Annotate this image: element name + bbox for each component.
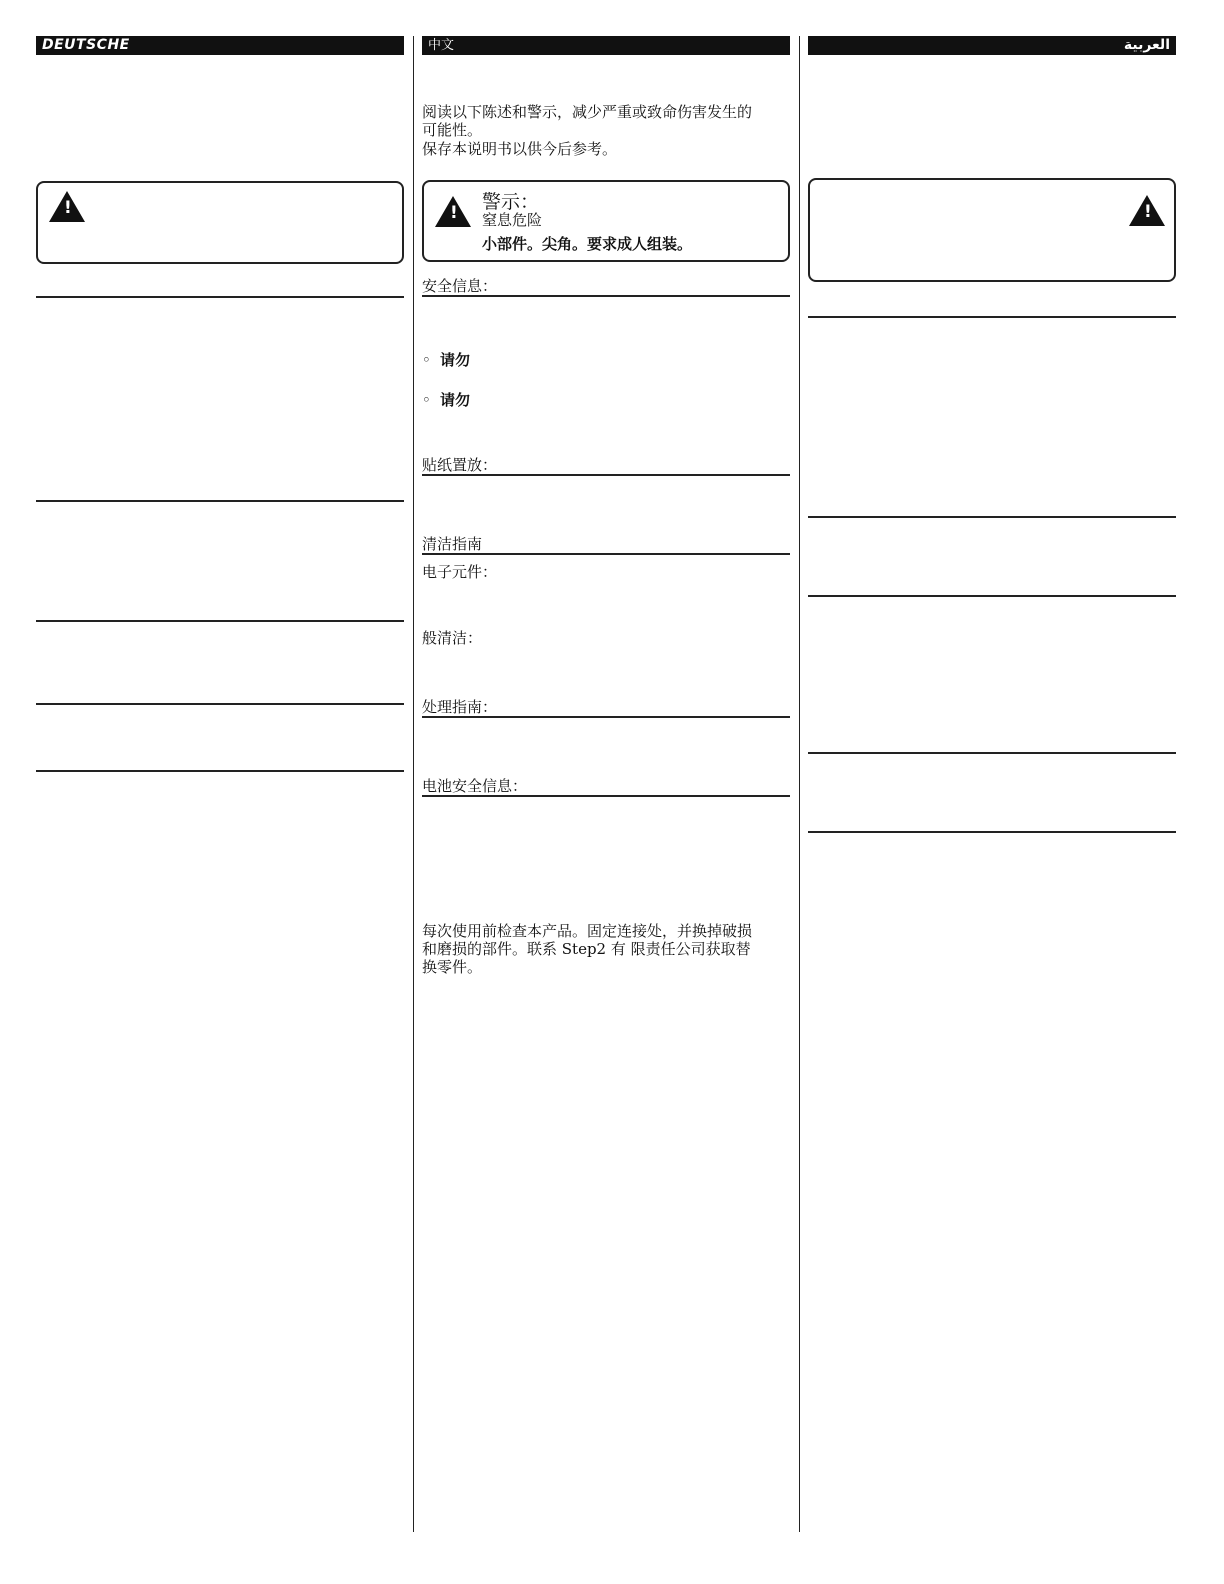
bullet-circle-icon: ◦ <box>422 351 431 369</box>
warning-detail: 小部件。尖角。要求成人组装。 <box>482 235 693 253</box>
section-rule <box>36 703 404 705</box>
section-rule <box>422 295 790 297</box>
chinese-column <box>422 0 790 1584</box>
disposal-heading: 处理指南： <box>422 698 498 716</box>
inspection-text: 和磨损的部件。联系 Step2 有 限责任公司获取替 <box>422 940 751 958</box>
section-rule <box>808 516 1176 518</box>
warning-triangle-icon: ! <box>49 191 85 222</box>
warning-triangle-icon: ! <box>435 196 471 227</box>
battery-heading: 电池安全信息： <box>422 777 528 795</box>
list-item: ◦ 请勿 <box>422 391 471 409</box>
german-header: DEUTSCHE <box>36 36 404 55</box>
german-warning-box <box>36 181 404 264</box>
section-rule <box>422 474 790 476</box>
cleaning-heading: 清洁指南 <box>422 535 483 553</box>
section-rule <box>36 500 404 502</box>
column-divider-2 <box>799 36 800 1532</box>
arabic-warning-box <box>808 178 1176 282</box>
sticker-heading: 贴纸置放： <box>422 456 498 474</box>
list-item: ◦ 请勿 <box>422 351 471 369</box>
chinese-header: 中文 <box>422 36 790 55</box>
intro-text: 可能性。 <box>422 121 483 139</box>
german-column <box>36 0 404 1584</box>
section-rule <box>808 752 1176 754</box>
warning-hazard: 窒息危险 <box>482 211 543 229</box>
warning-triangle-icon: ! <box>1129 195 1165 226</box>
column-divider-1 <box>413 36 414 1532</box>
section-rule <box>808 595 1176 597</box>
section-rule <box>36 296 404 298</box>
section-rule <box>36 620 404 622</box>
safety-heading: 安全信息： <box>422 277 498 295</box>
section-rule <box>808 831 1176 833</box>
bullet-circle-icon: ◦ <box>422 391 431 409</box>
inspection-text: 换零件。 <box>422 958 483 976</box>
arabic-column <box>808 0 1176 1584</box>
intro-text: 保存本说明书以供今后参考。 <box>422 140 618 158</box>
section-rule <box>808 316 1176 318</box>
electronics-label: 电子元件： <box>422 563 498 581</box>
section-rule <box>422 795 790 797</box>
section-rule <box>422 553 790 555</box>
general-cleaning-label: 般清洁： <box>422 629 483 647</box>
chinese-warning-box <box>422 180 790 262</box>
intro-text: 阅读以下陈述和警示，减少严重或致命伤害发生的 <box>422 103 753 121</box>
section-rule <box>36 770 404 772</box>
section-rule <box>422 716 790 718</box>
inspection-text: 每次使用前检查本产品。固定连接处，并换掉破损 <box>422 922 753 940</box>
arabic-header: العربية <box>808 36 1176 55</box>
warning-title: 警示： <box>482 191 540 213</box>
